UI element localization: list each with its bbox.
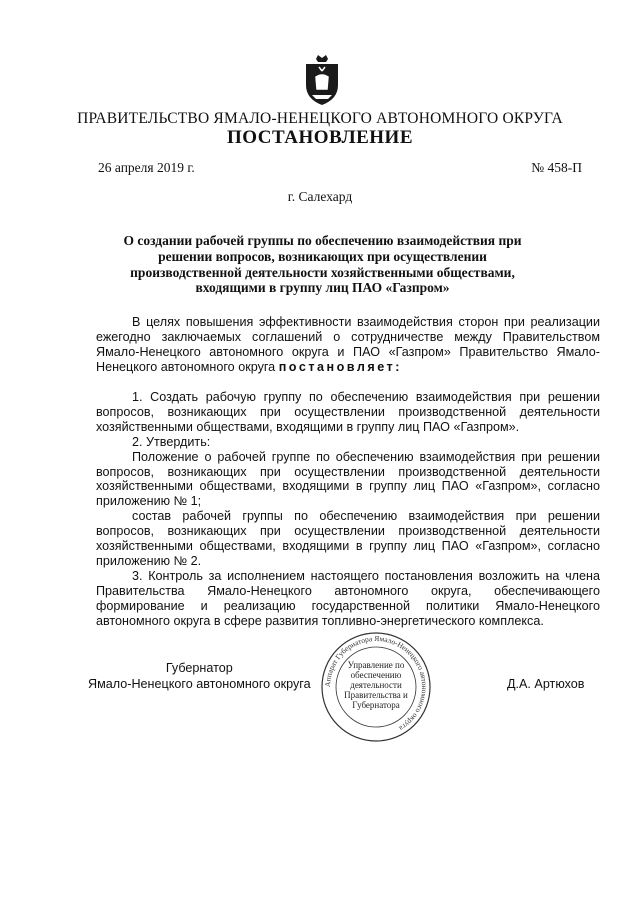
stamp-ring-text: Аппарат Губернатора Ямало-Ненецкого автономного округа	[322, 633, 430, 734]
document-city: г. Салехард	[287, 189, 353, 204]
preamble	[96, 315, 600, 375]
signature-title-line2: Ямало-Ненецкого автономного округа	[88, 677, 311, 691]
document-type: ПОСТАНОВЛЕНИЕ	[226, 127, 414, 148]
document-subject: О создании рабочей группы по обеспечению взаимодействия при решении вопросов, возникающих при осуществлении производственной деятельности хозяйственными обществами, входящими в группу лиц ПАО «Газпром»	[123, 233, 522, 296]
signatory-name: Д.А. Артюхов	[507, 677, 585, 691]
item-3: 3. Контроль за исполнением настоящего постановления возложить на члена Правительства Ямало-Ненецкого автономного округа, обеспечивающего формирование и реализацию государственной политики Ямало-Ненецкого автономного округа в сфере развития топливно-энергетического комплекса.	[96, 568, 600, 628]
document-date: 26 апреля 2019 г.	[98, 160, 195, 175]
signature-title-line1: Губернатор	[165, 661, 233, 675]
decree-word: постановляет:	[278, 359, 402, 374]
government-title: ПРАВИТЕЛЬСТВО ЯМАЛО-НЕНЕЦКОГО АВТОНОМНОГО ОКРУГА	[77, 110, 563, 127]
item-2-regulation: Положение о рабочей группе по обеспечению взаимодействия при решении вопросов, возникающих при осуществлении производственной деятельности хозяйственными обществами, входящими в группу лиц ПАО «Газпром», согласно приложению № 1;	[96, 449, 600, 509]
item-1: 1. Создать рабочую группу по обеспечению взаимодействия при решении вопросов, возникающих при осуществлении производственной деятельности хозяйственными обществами, входящими в группу лиц ПАО «Газпром».	[96, 390, 600, 434]
decree-items	[96, 390, 600, 629]
signature-title	[88, 660, 311, 692]
document-number: № 458-П	[531, 160, 582, 175]
coat-of-arms-icon	[302, 55, 342, 107]
item-2: 2. Утвердить:	[132, 434, 211, 449]
item-2-composition: состав рабочей группы по обеспечению взаимодействия при решении вопросов, возникающих при осуществлении производственной деятельности хозяйственными обществами, входящими в группу лиц ПАО «Газпром», согласно приложению № 2.	[96, 509, 600, 568]
preamble-text: В целях повышения эффективности взаимодействия сторон при реализации ежегодно заключаемых соглашений о сотрудничестве между Правительством Ямало-Ненецкого автономного округа и ПАО «Газпром» Правительство Ямало-Ненецкого автономного округа	[96, 315, 600, 374]
stamp-inner-text: Управление по обеспечению деятельности Правительства и Губернатора	[344, 660, 408, 710]
